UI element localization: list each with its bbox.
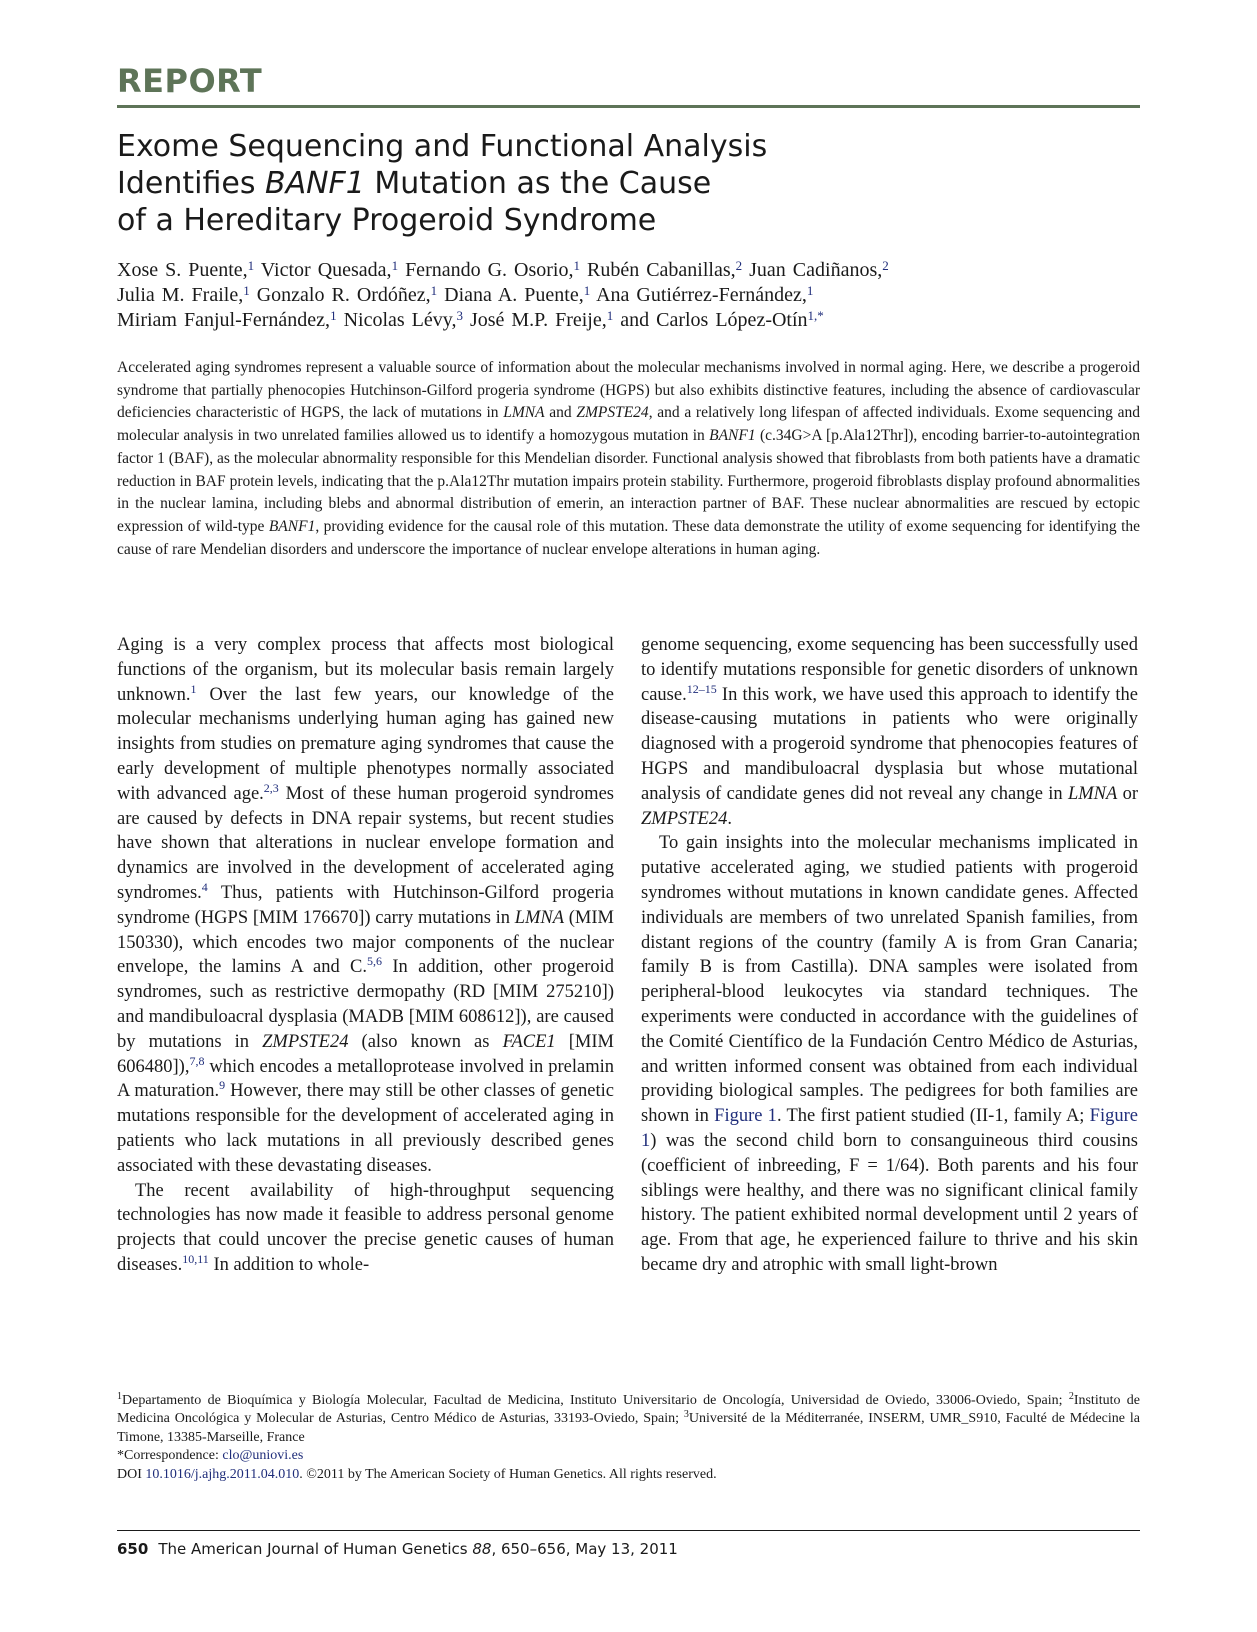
title-line-1: Exome Sequencing and Functional Analysis <box>117 129 768 164</box>
body-paragraph: The recent availability of high-throughput sequencing technologies has now made it feasible to address personal genome projects that could uncover the precise genetic causes of human diseases.$^{10,11}$ In addition to whole- <box>117 1180 614 1275</box>
gene-name: ZMPSTE24 <box>262 1031 349 1052</box>
author-name: Ana Gutiérrez-Fernández, <box>590 284 807 306</box>
author-name: Nicolas Lévy, <box>336 309 457 331</box>
body-column-left <box>117 633 614 1278</box>
affiliation-marker[interactable]: 1 <box>243 283 250 298</box>
figure-1-link[interactable]: Figure 1 <box>641 1106 1138 1151</box>
gene-name: LMNA <box>503 404 545 422</box>
author-name: Fernando G. Osorio, <box>398 259 574 281</box>
figure-1-link[interactable]: Figure 1 <box>714 1106 777 1127</box>
author-line-1 <box>117 258 1140 283</box>
author-name: and Carlos López-Otín <box>613 309 808 331</box>
affiliation-marker[interactable]: 1 <box>330 308 337 323</box>
body-column-right <box>641 633 1138 1278</box>
reference-citation[interactable]: 4 <box>201 879 208 894</box>
article-title <box>117 128 1017 239</box>
reference-citation[interactable]: 10,11 <box>182 1251 209 1266</box>
affiliation-marker[interactable]: 1 <box>430 283 438 298</box>
affiliation-marker[interactable]: 1 <box>247 258 255 273</box>
doi-link[interactable]: 10.1016/j.ajhg.2011.04.010 <box>145 1466 300 1482</box>
author-name: Diana A. Puente, <box>437 284 584 306</box>
footer-rule <box>117 1530 1140 1531</box>
body-paragraph: Aging is a very complex process that affects most biological functions of the organism, but its molecular basis remain largely unknown.$^1$ Over the last few years, our knowledge of the molecular mechanisms underlying human aging has gained new insights from studies on premature aging syndromes that cause the early development of multiple phenotypes normally associated with advanced age.$^{2,3}$ Most of these human progeroid syndromes are caused by defects in DNA repair systems, but recent studies have shown that alterations in nuclear envelope formation and dynamics are involved in the development of accelerated aging syndromes.$^4$ Thus, patients with Hutchinson-Gilford progeria syndrome (HGPS [MIM 176670]) carry mutations in LMNA (MIM 150330), which encodes two major components of the nuclear envelope, the lamins A and C.$^{5,6}$ In addition, other progeroid syndromes, such as restrictive dermopathy (RD [MIM 275210]) and mandibuloacral dysplasia (MADB [MIM 608612]), are caused by mutations in ZMPSTE24 (also known as FACE1 [MIM 606480]),$^{7,8}$ which encodes a metalloprotease involved in prelamin A maturation.$^9$ However, there may still be other classes of genetic mutations responsible for the development of accelerated aging in patients who lack mutations in all previously described genes associated with these devastating diseases. <box>117 635 614 1176</box>
body-paragraph: genome sequencing, exome sequencing has been successfully used to identify mutations responsible for genetic disorders of unknown cause.$^{12-15}$ In this work, we have used this approach to identify the disease-causing mutations in patients who were originally diagnosed with a progeroid syndrome that phenocopies features of HGPS and mandibuloacral dysplasia but whose mutational analysis of candidate genes did not reveal any change in LMNA or ZMPSTE24. <box>641 635 1138 829</box>
abstract: Accelerated aging syndromes represent a valuable source of information about the molecular mechanisms involved in normal aging. Here, we describe a progeroid syndrome that partially phenocopies Hutchinson-Gilford progeria syndrome (HGPS) but also exhibits distinctive features, including the absence of cardiovascular deficiencies characteristic of HGPS, the lack of mutations in LMNA and ZMPSTE24, and a relatively long lifespan of affected individuals. Exome sequencing and molecular analysis in two unrelated families allowed us to identify a homozygous mutation in BANF1 (c.34G>A [p.Ala12Thr]), encoding barrier-to-autointegration factor 1 (BAF), as the molecular abnormality responsible for this Mendelian disorder. Functional analysis showed that fibroblasts from both patients have a dramatic reduction in BAF protein levels, indicating that the p.Ala12Thr mutation impairs protein stability. Furthermore, progeroid fibroblasts display profound abnormalities in the nuclear lamina, including blebs and abnormal distribution of emerin, an interaction partner of BAF. These nuclear abnormalities are rescued by ectopic expression of wild-type BANF1, providing evidence for the causal role of this mutation. These data demonstrate the utility of exome sequencing for identifying the cause of rare Mendelian disorders and underscore the importance of nuclear envelope alterations in human aging. <box>117 359 1141 558</box>
reference-citation[interactable]: 1 <box>190 681 197 696</box>
affiliation-marker[interactable]: 2 <box>735 258 743 273</box>
doi-line: DOI 10.1016/j.ajhg.2011.04.010. ©2011 by The American Society of Human Genetics. All rights reserved. <box>117 1466 717 1482</box>
affiliation-marker[interactable]: 1 <box>806 283 814 298</box>
author-name: Rubén Cabanillas, <box>580 259 736 281</box>
author-name: Victor Quesada, <box>254 259 392 281</box>
affiliation-marker[interactable]: 3 <box>456 308 463 323</box>
reference-citation[interactable]: 12–15 <box>686 681 717 696</box>
affiliation-marker[interactable]: 1,* <box>807 308 824 323</box>
journal-details: , 650–656, May 13, 2011 <box>491 1540 678 1558</box>
reference-citation[interactable]: 7,8 <box>189 1053 205 1068</box>
author-line-3 <box>117 308 1140 333</box>
correspondence-email-link[interactable]: clo@uniovi.es <box>222 1448 304 1464</box>
author-name: Juan Cadiñanos, <box>742 259 883 281</box>
author-name: José M.P. Freije, <box>462 309 607 331</box>
author-name: Gonzalo R. Ordóñez, <box>249 284 431 306</box>
title-gene: BANF1 <box>264 166 365 201</box>
gene-name: BANF1 <box>268 517 316 535</box>
affiliation-marker[interactable]: 1 <box>606 308 614 323</box>
gene-name: ZMPSTE24 <box>576 404 649 422</box>
author-list <box>117 258 1140 333</box>
author-name: Miriam Fanjul-Fernández, <box>117 309 331 331</box>
author-name: Julia M. Fraile, <box>117 284 244 306</box>
author-name: Xose S. Puente, <box>117 259 248 281</box>
gene-name: LMNA <box>514 907 565 928</box>
body-paragraph: To gain insights into the molecular mechanisms implicated in putative accelerated aging, we studied patients with progeroid syndromes without mutations in known candidate genes. Affected individuals are members of two unrelated Spanish families, from distant regions of the country (family A is from Gran Canaria; family B is from Castilla). DNA samples were isolated from peripheral-blood leukocytes via standard techniques. The experiments were conducted in accordance with the guidelines of the Comité Científico de la Fundación Centro Médico de Asturias, and written informed consent was obtained from each individual providing biological samples. The pedigrees for both families are shown in Figure 1. The first patient studied (II-1, family A; Figure 1) was the second child born to consanguineous third cousins (coefficient of inbreeding, F = 1/64). Both parents and his four siblings were healthy, and there was no significant clinical family history. The patient exhibited normal development until 2 years of age. From that age, he experienced failure to thrive and his skin became dry and atrophic with small light-brown <box>641 833 1138 1275</box>
gene-name: ZMPSTE24 <box>641 808 728 829</box>
section-label: REPORT <box>117 62 263 100</box>
journal-name: The American Journal of Human Genetics <box>158 1540 473 1558</box>
journal-volume: 88 <box>472 1540 492 1558</box>
reference-citation[interactable]: 2,3 <box>263 780 279 795</box>
title-line-3: of a Hereditary Progeroid Syndrome <box>117 203 657 238</box>
reference-citation[interactable]: 5,6 <box>367 954 383 969</box>
affiliation-marker[interactable]: 1 <box>573 258 580 273</box>
gene-name: BANF1 <box>709 427 756 445</box>
correspondence: *Correspondence: clo@uniovi.es <box>117 1448 304 1464</box>
reference-citation[interactable]: 9 <box>219 1078 226 1093</box>
gene-name: LMNA <box>1067 783 1118 804</box>
header-rule <box>117 105 1140 108</box>
gene-name: FACE1 <box>502 1031 556 1052</box>
footnotes <box>117 1392 1140 1484</box>
title-line-2: Identifies BANF1 Mutation as the Cause <box>117 166 712 201</box>
page-number: 650 <box>117 1540 149 1558</box>
affiliation-marker[interactable]: 1 <box>391 258 399 273</box>
page-footer <box>117 1540 1140 1558</box>
affiliation-marker[interactable]: 1 <box>583 283 591 298</box>
affiliation-marker[interactable]: 2 <box>882 258 889 273</box>
affiliations: $^1$Departamento de Bioquímica y Biología Molecular, Facultad de Medicina, Instituto Universitario de Oncología, Universidad de Oviedo, 33006-Oviedo, Spain; $^2$Instituto de Medicina Oncológica y Molecular de Asturias, Centro Médico de Asturias, 33193-Oviedo, Spain; $^3$Université de la Méditerranée, INSERM, UMR_S910, Faculté de Médecine la Timone, 13385-Marseille, France <box>117 1391 1140 1445</box>
author-line-2 <box>117 283 1140 308</box>
